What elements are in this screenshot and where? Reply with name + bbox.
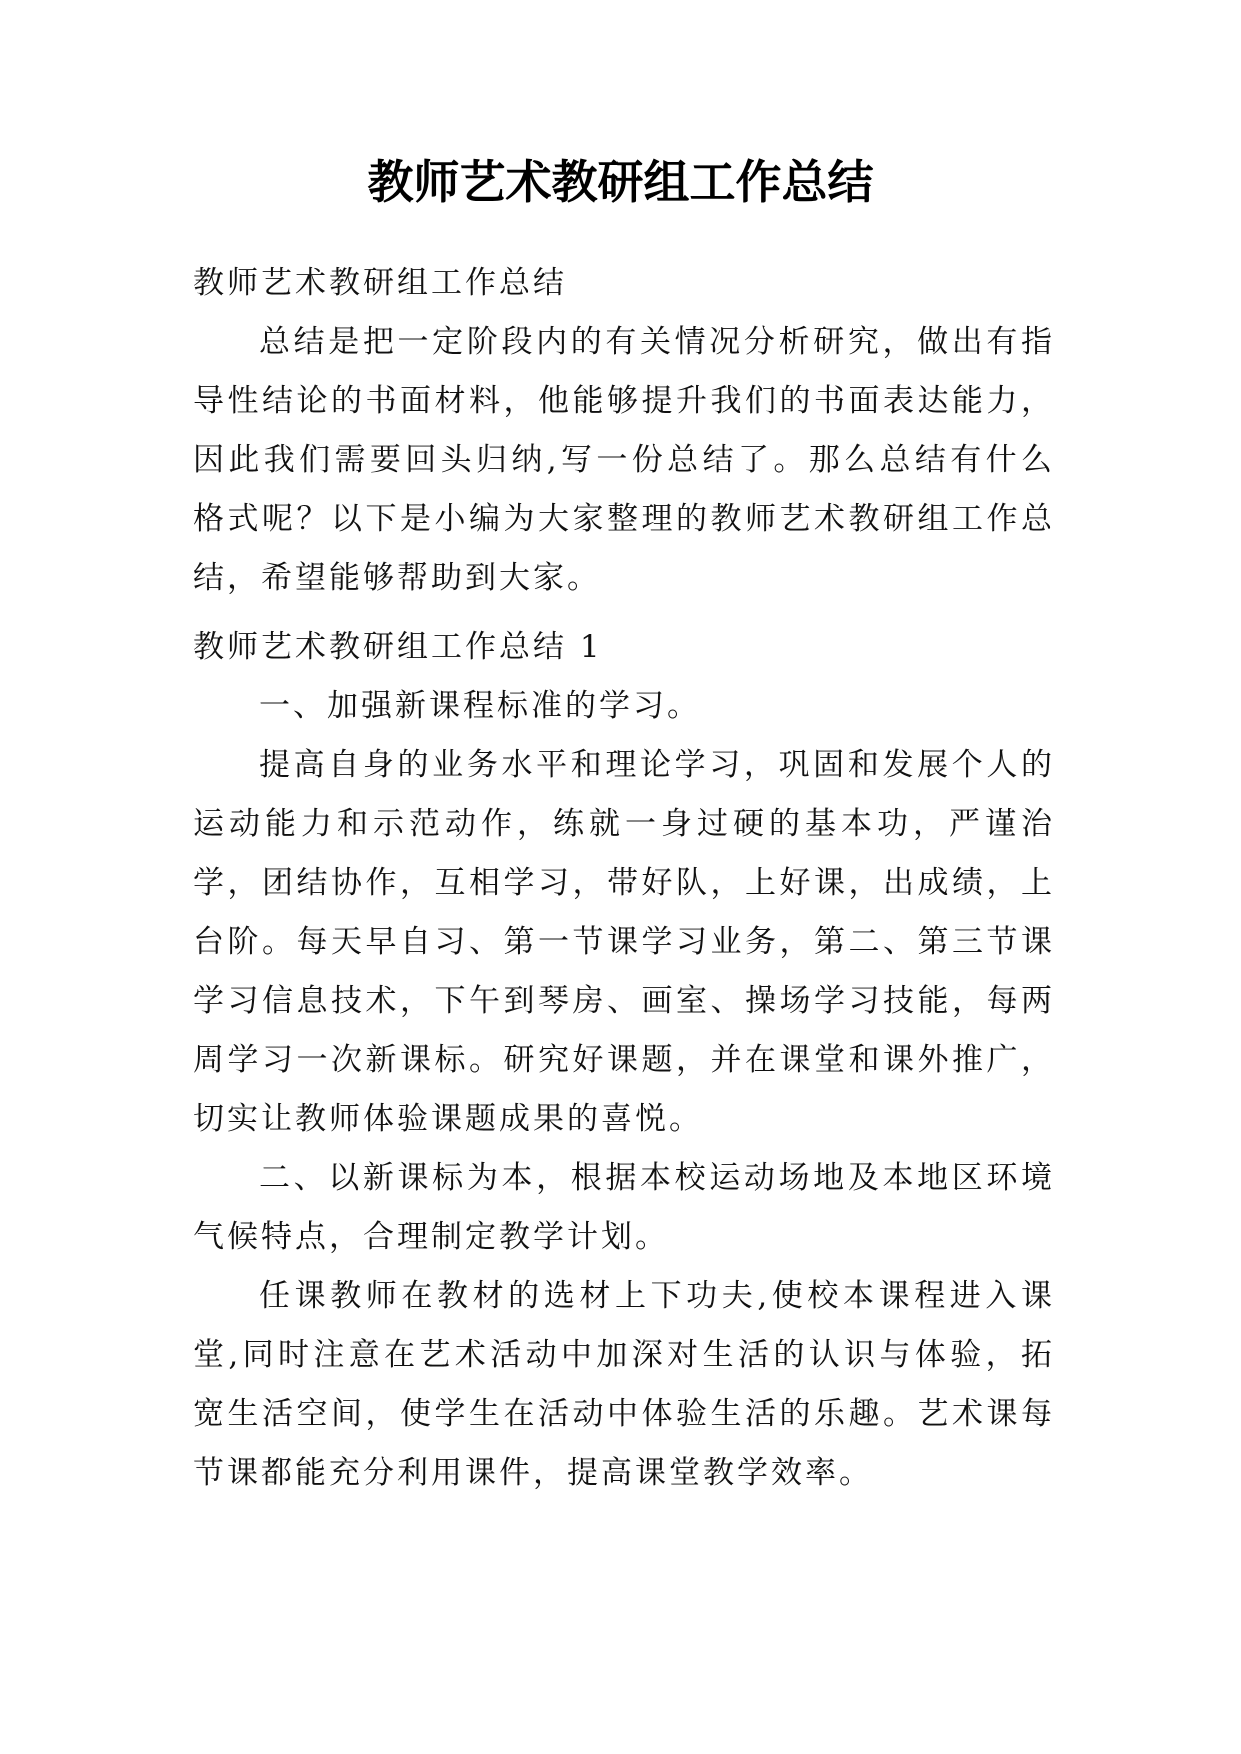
document-title: 教师艺术教研组工作总结 — [367, 155, 874, 209]
body-paragraph: 提高自身的业务水平和理论学习，巩固和发展个人的运动能力和示范动作，练就一身过硬的基本功，严谨治学，团结协作，互相学习，带好队，上好课，出成绩，上台阶。每天早自习、第一节课学习业务，第二、第三节课学习信息技术，下午到琴房、画室、操场学习技能，每两周学习一次新课标。研究好课题，并在课堂和课外推广，切实让教师体验课题成果的喜悦。 — [193, 747, 1055, 1137]
section-1-block — [193, 618, 1055, 1503]
intro-paragraph: 总结是把一定阶段内的有关情况分析研究，做出有指导性结论的书面材料，他能够提升我们的书面表达能力，因此我们需要回头归纳,写一份总结了。那么总结有什么格式呢？以下是小编为大家整理的教师艺术教研组工作总结，希望能够帮助到大家。 — [193, 324, 1055, 596]
section-heading: 教师艺术教研组工作总结 1 — [193, 629, 603, 665]
intro-heading: 教师艺术教研组工作总结 — [193, 265, 567, 301]
body-paragraph: 一、加强新课程标准的学习。 — [259, 688, 701, 724]
intro-block — [193, 254, 1055, 608]
body-paragraph: 二、以新课标为本，根据本校运动场地及本地区环境气候特点，合理制定教学计划。 — [193, 1160, 1055, 1255]
body-paragraph: 任课教师在教材的选材上下功夫,使校本课程进入课堂,同时注意在艺术活动中加深对生活的认识与体验，拓宽生活空间，使学生在活动中体验生活的乐趣。艺术课每节课都能充分利用课件，提高课堂教学效率。 — [193, 1278, 1055, 1491]
